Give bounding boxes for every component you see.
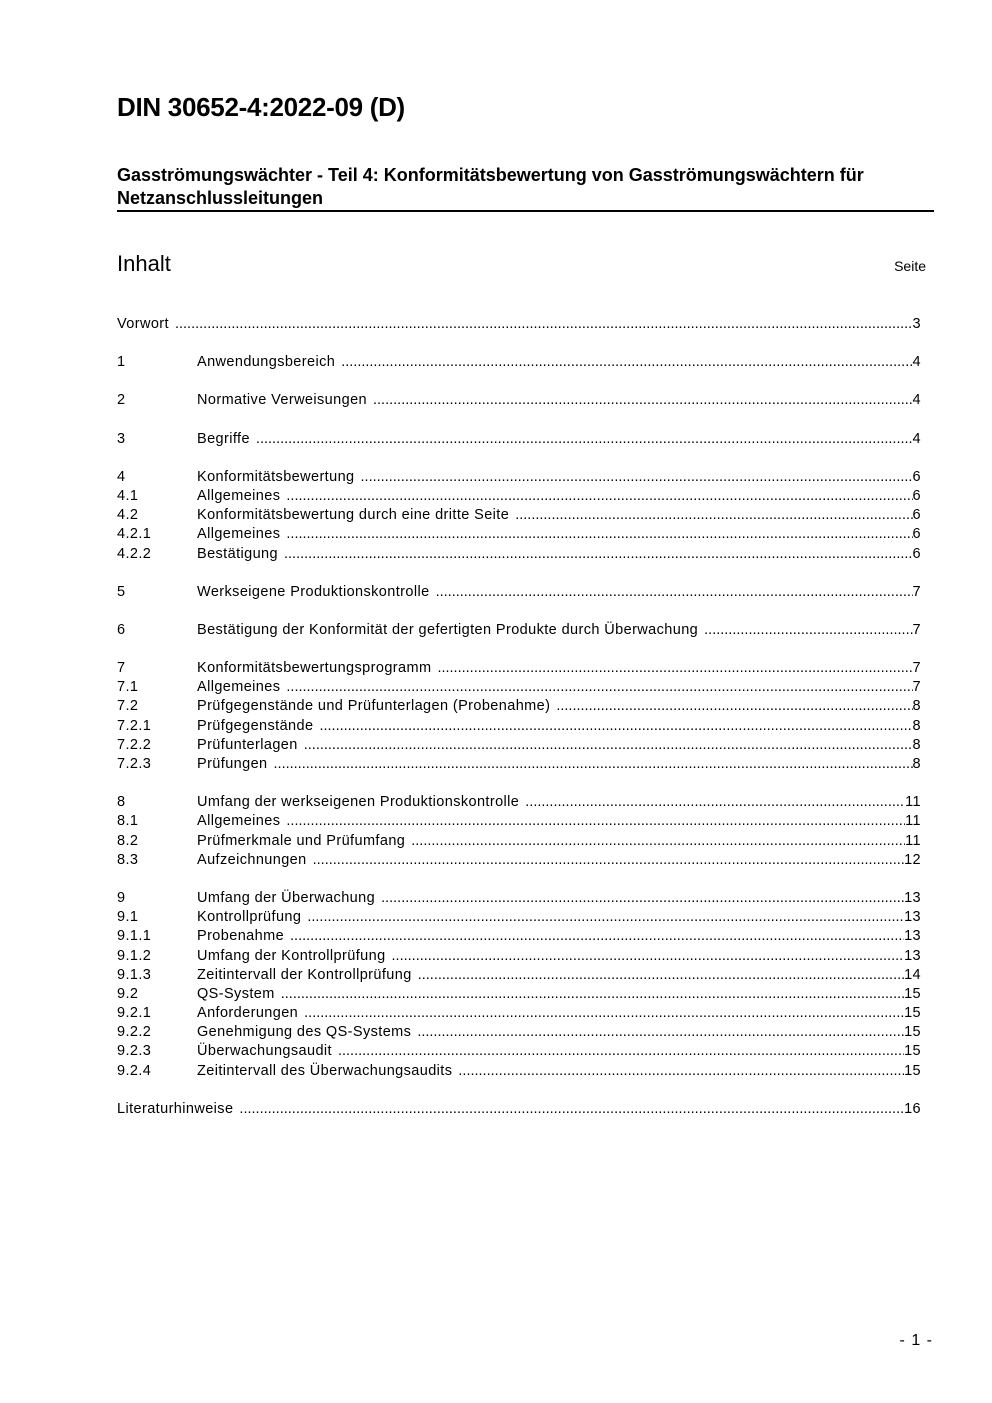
toc-entry-number: 8.1 [117, 813, 139, 830]
toc-entry-title: Vorwort [117, 316, 169, 332]
toc-entry-title: Probenahme [197, 928, 285, 945]
toc-entry-number: 9.2.4 [117, 1062, 152, 1079]
document-id: DIN 30652-4:2022-09 (D) [117, 92, 405, 122]
toc-entry-number: 7.2 [117, 698, 139, 715]
toc-entry-number: 9.2.1 [117, 1005, 152, 1022]
toc-entry[interactable] [117, 1100, 921, 1119]
dot-leader [373, 391, 913, 410]
toc-entry[interactable] [117, 1042, 921, 1061]
dot-leader [274, 755, 913, 774]
toc-entry-title: Bestätigung [197, 545, 278, 562]
toc-entry-page: 7 [912, 621, 921, 638]
toc-entry[interactable] [117, 678, 921, 697]
toc-entry-number: 1 [117, 354, 126, 371]
dot-leader [437, 659, 912, 678]
title-divider [117, 210, 934, 212]
toc-entry[interactable] [117, 717, 921, 736]
toc-entry-title: Werkseigene Produktionskontrolle [197, 583, 430, 600]
dot-leader [304, 736, 913, 755]
toc-group [117, 621, 921, 640]
toc-entry-page: 15 [904, 1043, 921, 1060]
toc-entry-page: 6 [912, 468, 921, 485]
toc-entry-title: Konformitätsbewertung durch eine dritte Seite [197, 507, 510, 524]
toc-entry[interactable] [117, 621, 921, 640]
toc-entry-number: 3 [117, 430, 126, 447]
toc-entry-title: Prüfgegenstände und Prüfunterlagen (Probenahme) [197, 698, 551, 715]
toc-group [117, 430, 921, 449]
toc-entry[interactable] [117, 468, 921, 487]
toc-entry-page: 8 [912, 736, 921, 753]
toc-entry[interactable] [117, 908, 921, 927]
toc-entry[interactable] [117, 889, 921, 908]
toc-entry-page: 15 [904, 985, 921, 1002]
toc-group [117, 315, 921, 334]
page-number: - 1 - [899, 1332, 933, 1349]
dot-leader [515, 506, 912, 525]
toc-entry-page: 14 [904, 966, 921, 983]
toc-entry[interactable] [117, 315, 921, 334]
toc-entry-page: 13 [904, 947, 921, 964]
toc-entry-title: Prüfgegenstände [197, 717, 314, 734]
toc-entry[interactable] [117, 947, 921, 966]
toc-entry-number: 7.2.2 [117, 736, 152, 753]
dot-leader [256, 430, 913, 449]
toc-group [117, 391, 921, 410]
toc-entry[interactable] [117, 697, 921, 716]
toc-entry-title: Prüfunterlagen [197, 736, 298, 753]
toc-entry-number: 9.1.3 [117, 966, 152, 983]
toc-entry-title: Genehmigung des QS-Systems [197, 1024, 412, 1041]
toc-entry-title: Kontrollprüfung [197, 909, 302, 926]
toc-entry-title: Zeitintervall des Überwachungsaudits [197, 1062, 453, 1079]
toc-entry-page: 11 [905, 813, 921, 830]
toc-group [117, 793, 921, 870]
document-title: Gasströmungswächter - Teil 4: Konformitätsbewertung von Gasströmungswächtern für Netzanschlussleitungen [117, 165, 864, 208]
toc-entry-number: 9.1.1 [117, 928, 152, 945]
dot-leader [704, 621, 912, 640]
toc-entry-title: Allgemeines [197, 679, 281, 696]
toc-entry-title: QS-System [197, 985, 275, 1002]
toc-entry-page: 7 [912, 583, 921, 600]
dot-leader [307, 908, 904, 927]
dot-leader [286, 678, 912, 697]
toc-entry[interactable] [117, 1023, 921, 1042]
toc-entry-number: 9.2 [117, 985, 139, 1002]
toc-entry-page: 11 [905, 794, 921, 811]
dot-leader [525, 793, 905, 812]
toc-entry-number: 5 [117, 583, 126, 600]
toc-entry-title: Prüfmerkmale und Prüfumfang [197, 832, 406, 849]
toc-entry-page: 8 [912, 717, 921, 734]
toc-entry[interactable] [117, 545, 921, 564]
toc-entry-page: 8 [912, 698, 921, 715]
toc-entry-page: 6 [912, 545, 921, 562]
dot-leader [239, 1100, 904, 1119]
toc-entry-page: 13 [904, 909, 921, 926]
toc-entry-page: 15 [904, 1062, 921, 1079]
toc-entry-title: Allgemeines [197, 487, 281, 504]
toc-entry-title: Konformitätsbewertung [197, 468, 355, 485]
toc-entry-title: Konformitätsbewertungsprogramm [197, 660, 432, 677]
toc-entry[interactable] [117, 966, 921, 985]
toc-entry-number: 4.1 [117, 487, 139, 504]
toc-entry[interactable] [117, 793, 921, 812]
toc-entry-page: 4 [912, 354, 921, 371]
toc-entry-title: Anwendungsbereich [197, 354, 336, 371]
toc-entry-page: 8 [912, 756, 921, 772]
toc-entry-number: 9.2.3 [117, 1043, 152, 1060]
toc-group [117, 889, 921, 1081]
toc-entry[interactable] [117, 506, 921, 525]
toc-group [117, 583, 921, 602]
toc-entry-number: 7.2.3 [117, 756, 152, 772]
dot-leader [418, 966, 904, 985]
toc-entry-page: 3 [912, 316, 921, 332]
toc-entry-number: 4.2.2 [117, 545, 152, 562]
toc-entry[interactable] [117, 851, 921, 870]
toc-entry-title: Allgemeines [197, 813, 281, 830]
toc-group [117, 468, 921, 564]
toc-entry-page: 7 [912, 679, 921, 696]
toc-entry-number: 4 [117, 468, 126, 485]
toc-entry[interactable] [117, 525, 921, 544]
dot-leader [361, 468, 913, 487]
toc-entry-page: 6 [912, 526, 921, 543]
toc-entry-number: 2 [117, 392, 126, 409]
dot-leader [458, 1062, 904, 1081]
toc-entry[interactable] [117, 736, 921, 755]
dot-leader [175, 315, 913, 334]
table-of-contents [117, 315, 921, 1138]
dot-leader [556, 697, 912, 716]
toc-entry[interactable] [117, 1062, 921, 1081]
toc-entry-number: 7 [117, 660, 126, 677]
toc-entry-number: 7.2.1 [117, 717, 152, 734]
toc-entry-page: 6 [912, 507, 921, 524]
toc-entry[interactable] [117, 659, 921, 678]
toc-entry-number: 7.1 [117, 679, 139, 696]
toc-entry[interactable] [117, 353, 921, 372]
toc-entry-title: Überwachungsaudit [197, 1043, 332, 1060]
toc-entry[interactable] [117, 832, 921, 851]
toc-entry-page: 16 [904, 1100, 921, 1117]
toc-entry-title: Anforderungen [197, 1005, 299, 1022]
toc-entry-number: 4.2 [117, 507, 139, 524]
toc-entry-number: 9 [117, 889, 126, 906]
toc-entry-page: 15 [904, 1005, 921, 1022]
toc-entry-page: 13 [904, 928, 921, 945]
toc-entry-page: 7 [912, 660, 921, 677]
toc-entry-title: Zeitintervall der Kontrollprüfung [197, 966, 412, 983]
toc-heading: Inhalt [117, 251, 171, 276]
dot-leader [304, 1004, 904, 1023]
toc-group [117, 1100, 921, 1119]
toc-entry-number: 9.2.2 [117, 1024, 152, 1041]
toc-entry-number: 8.3 [117, 851, 139, 868]
toc-entry-title: Bestätigung der Konformität der gefertigten Produkte durch Überwachung [197, 621, 699, 638]
toc-entry-title: Umfang der Überwachung [197, 889, 376, 906]
toc-entry[interactable] [117, 755, 921, 774]
toc-entry-page: 12 [904, 851, 921, 868]
dot-leader [417, 1023, 904, 1042]
toc-entry[interactable] [117, 487, 921, 506]
dot-leader [286, 525, 912, 544]
dot-leader [286, 812, 905, 831]
dot-leader [436, 583, 913, 602]
toc-entry[interactable] [117, 985, 921, 1004]
toc-entry-page: 11 [905, 832, 921, 849]
toc-entry-title: Literaturhinweise [117, 1100, 234, 1117]
toc-entry-title: Normative Verweisungen [197, 392, 367, 409]
toc-entry-page: 6 [912, 487, 921, 504]
toc-entry-page: 4 [912, 392, 921, 409]
toc-entry-number: 8.2 [117, 832, 139, 849]
toc-entry-number: 8 [117, 794, 126, 811]
toc-entry-page: 4 [912, 430, 921, 447]
toc-group [117, 353, 921, 372]
dot-leader [284, 545, 913, 564]
toc-entry-title: Umfang der werkseigenen Produktionskontrolle [197, 794, 520, 811]
toc-entry-number: 9.1.2 [117, 947, 152, 964]
dot-leader [313, 851, 904, 870]
dot-leader [319, 717, 912, 736]
toc-entry[interactable] [117, 812, 921, 831]
toc-entry-page: 13 [904, 889, 921, 906]
toc-entry-number: 6 [117, 621, 126, 638]
dot-leader [341, 353, 912, 372]
toc-entry-title: Prüfungen [197, 756, 268, 772]
toc-entry-page: 15 [904, 1024, 921, 1041]
dot-leader [338, 1042, 904, 1061]
toc-entry[interactable] [117, 430, 921, 449]
page-column-label: Seite [894, 258, 926, 274]
toc-entry[interactable] [117, 583, 921, 602]
toc-entry[interactable] [117, 927, 921, 946]
toc-entry-title: Allgemeines [197, 526, 281, 543]
dot-leader [290, 927, 904, 946]
toc-entry-number: 4.2.1 [117, 526, 152, 543]
toc-entry-title: Umfang der Kontrollprüfung [197, 947, 386, 964]
dot-leader [381, 889, 904, 908]
dot-leader [392, 947, 905, 966]
toc-entry[interactable] [117, 391, 921, 410]
toc-entry-title: Aufzeichnungen [197, 851, 307, 868]
dot-leader [281, 985, 904, 1004]
toc-entry-title: Begriffe [197, 430, 250, 447]
dot-leader [286, 487, 912, 506]
dot-leader [411, 832, 905, 851]
toc-entry[interactable] [117, 1004, 921, 1023]
toc-group [117, 659, 921, 774]
toc-entry-number: 9.1 [117, 909, 139, 926]
